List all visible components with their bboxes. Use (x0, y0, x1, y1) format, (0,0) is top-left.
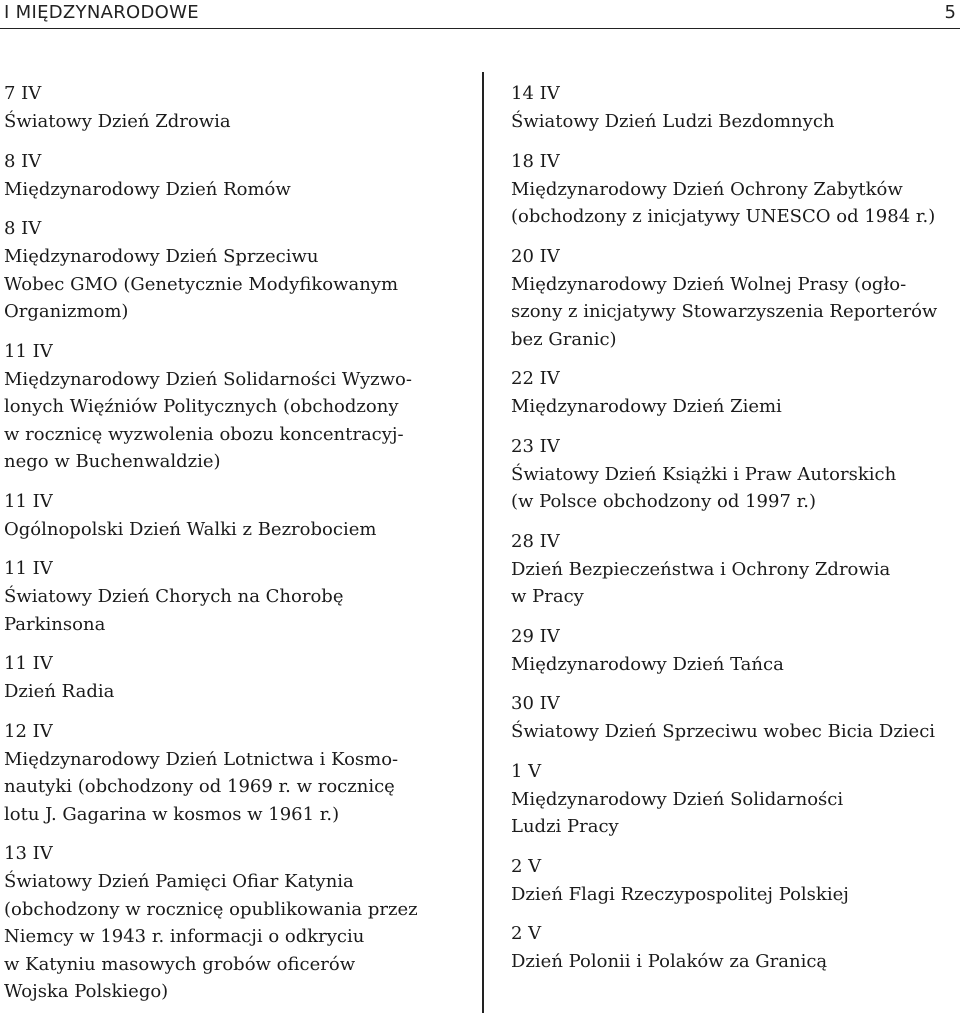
entry-description-line: Wobec GMO (Genetycznie Modyfikowanym (4, 273, 399, 295)
entry-date: 14 IV (511, 83, 560, 104)
entry-description-line: Międzynarodowy Dzień Solidarności Wyzwo- (4, 368, 412, 390)
entry-description-line: Światowy Dzień Ludzi Bezdomnych (511, 111, 835, 132)
calendar-entry (4, 650, 466, 706)
entry-description-line: Międzynarodowy Dzień Ziemi (511, 396, 782, 417)
entry-description-line: w Pracy (511, 586, 584, 607)
entry-date: 11 IV (4, 340, 53, 362)
entry-description-line: Światowy Dzień Książki i Praw Autorskich (511, 463, 897, 485)
entry-date: 29 IV (511, 625, 560, 647)
entry-description-line: Międzynarodowy Dzień Tańca (511, 653, 784, 675)
entry-date: 23 IV (511, 435, 560, 457)
entry-date: 8 IV (4, 150, 42, 172)
entry-date: 1 V (511, 760, 542, 782)
calendar-entry (511, 853, 960, 909)
entry-description-line: (obchodzony w rocznicę opublikowania przez (4, 898, 418, 920)
entry-description-line: szony z inicjatywy Stowarzyszenia Reporterów (511, 301, 938, 322)
entry-description-line: Ogólnopolski Dzień Walki z Bezrobociem (4, 518, 377, 540)
entry-description-line: Światowy Dzień Chorych na Chorobę (4, 586, 344, 607)
calendar-entry (4, 488, 466, 544)
entry-description-line: Parkinsona (4, 613, 106, 635)
calendar-entry (511, 758, 960, 841)
entry-description-line: Światowy Dzień Pamięci Ofiar Katynia (4, 871, 354, 892)
entry-date: 8 IV (4, 218, 42, 239)
calendar-entry (4, 338, 466, 476)
entry-description-line: bez Granic) (511, 328, 617, 350)
entry-date: 2 V (511, 855, 542, 877)
entry-description-line: Dzień Flagi Rzeczypospolitej Polskiej (511, 883, 849, 905)
entry-date: 2 V (511, 923, 542, 944)
calendar-entry (4, 718, 466, 829)
entry-date: 7 IV (4, 83, 42, 104)
entry-description-line: Organizmom) (4, 301, 129, 322)
entry-description-line: w rocznicę wyzwolenia obozu koncentracyj- (4, 423, 404, 445)
entry-date: 11 IV (4, 653, 53, 674)
entry-date: 20 IV (511, 245, 560, 267)
calendar-entry (511, 80, 960, 136)
right-column (511, 80, 960, 988)
entry-description-line: Międzynarodowy Dzień Romów (4, 178, 291, 200)
entry-description-line: Międzynarodowy Dzień Ochrony Zabytków (511, 178, 903, 200)
calendar-entry (4, 555, 466, 638)
calendar-entry (511, 365, 960, 421)
entry-description-line: Międzynarodowy Dzień Lotnictwa i Kosmo- (4, 748, 399, 770)
entry-description-line: nautyki (obchodzony od 1969 r. w rocznicę (4, 776, 395, 797)
entry-date: 22 IV (511, 368, 560, 389)
entry-description-line: Międzynarodowy Dzień Sprzeciwu (4, 246, 319, 267)
entry-date: 13 IV (4, 843, 53, 864)
section-title: I MIĘDZYNARODOWE (4, 2, 199, 23)
entry-date: 18 IV (511, 150, 560, 172)
calendar-entry (511, 243, 960, 354)
entry-description-line: Dzień Radia (4, 681, 115, 702)
entry-date: 12 IV (4, 720, 53, 742)
entry-description-line: (obchodzony z inicjatywy UNESCO od 1984 r.) (511, 206, 936, 227)
calendar-entry (4, 148, 466, 204)
entry-description-line: (w Polsce obchodzony od 1997 r.) (511, 491, 816, 512)
calendar-entry (511, 690, 960, 746)
entry-description-line: nego w Buchenwaldzie) (4, 451, 221, 472)
entry-description-line: Wojska Polskiego) (4, 981, 169, 1002)
entry-description-line: Światowy Dzień Zdrowia (4, 111, 231, 132)
entry-description-line: lotu J. Gagarina w kosmos w 1961 r.) (4, 803, 340, 825)
calendar-entry (511, 920, 960, 976)
entry-date: 11 IV (4, 558, 53, 579)
entry-description-line: Dzień Bezpieczeństwa i Ochrony Zdrowia (511, 558, 891, 580)
entry-description-line: Niemcy w 1943 r. informacji o odkryciu (4, 926, 365, 947)
entry-description-line: Dzień Polonii i Polaków za Granicą (511, 951, 828, 972)
calendar-entry (511, 433, 960, 516)
entry-description-line: Światowy Dzień Sprzeciwu wobec Bicia Dzieci (511, 721, 936, 742)
calendar-entry (4, 80, 466, 136)
entry-date: 30 IV (511, 693, 560, 714)
calendar-entry (511, 623, 960, 679)
calendar-entry (4, 840, 466, 1006)
left-column (4, 80, 466, 1018)
entry-description-line: w Katyniu masowych grobów oficerów (4, 953, 356, 975)
entry-description-line: lonych Więźniów Politycznych (obchodzony (4, 396, 399, 417)
column-divider (482, 72, 484, 1013)
entry-description-line: Ludzi Pracy (511, 816, 619, 837)
entry-description-line: Międzynarodowy Dzień Solidarności (511, 788, 844, 810)
page-header (0, 0, 960, 29)
entry-date: 28 IV (511, 530, 560, 552)
calendar-entry (4, 215, 466, 326)
calendar-entry (511, 148, 960, 231)
entry-date: 11 IV (4, 490, 53, 512)
page-number: 5 (944, 2, 956, 23)
entry-description-line: Międzynarodowy Dzień Wolnej Prasy (ogło- (511, 273, 907, 295)
calendar-entry (511, 528, 960, 611)
